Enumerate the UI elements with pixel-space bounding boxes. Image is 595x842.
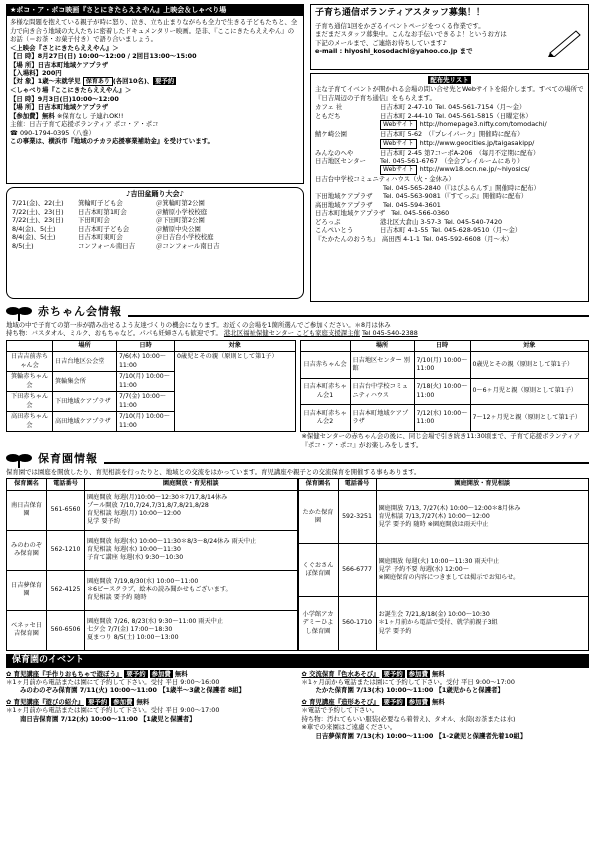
hoiku-tel: 592-3251	[338, 490, 376, 543]
event-title: ✿ 育児講座『手作りおもちゃで遊ぼう』	[6, 670, 122, 678]
hoiku-line: 育児相談 7/13,7/27(木) 10:00～12:00	[378, 512, 490, 520]
akachan-place: 日吉台中学校コミュニティハウス	[350, 378, 414, 405]
hoiku-name: 南日吉保育園	[7, 490, 47, 530]
event-fee: 無料	[174, 669, 188, 678]
hoiku-name: みのわのぞみ保育園	[7, 530, 47, 570]
hoiku-line: 園庭開放 7/26, 8/23(水) 9:30～11:00 雨天中止	[87, 617, 224, 625]
hoiku-line: 園庭開放 7/13, 7/27(木) 10:00～12:00＊8月休み	[378, 504, 521, 512]
hoiku-name: ベネッセ日吉保育園	[7, 610, 47, 650]
akachan-th-name2	[300, 340, 350, 351]
distribution-row	[315, 103, 584, 111]
bonodori-date: 7/22(土)、23(日)	[12, 207, 64, 216]
distribution-box	[310, 73, 589, 302]
distribution-address: 日吉本町 2-44-10	[380, 111, 433, 120]
akachan-date: 7/10(月) 10:00～11:00	[117, 372, 175, 392]
distribution-name: カフェ 社	[315, 103, 343, 112]
hoiku-line: ※園庭保育の内容につきましては掲示でお知らせ。	[378, 574, 520, 582]
distribution-row	[315, 235, 584, 243]
hoiku-line: 子育て講座 毎週(水) 9:30～10:30	[87, 554, 184, 562]
hoiku-line: プール開放 7/10,7/24,7/31,8/7,8/21,8/28	[87, 501, 209, 509]
distribution-address: Webサイト	[380, 120, 417, 130]
akachan-intro2	[6, 329, 589, 337]
akachan-place: 高田地域ケアプラザ	[53, 412, 117, 432]
table-row	[7, 610, 298, 650]
movie-note: この事業は、横浜市『地域のチカラ応援事業補助金』を受けています。	[10, 137, 214, 146]
event-fee: 無料	[431, 697, 445, 706]
distribution-title: 配布先リスト	[430, 76, 469, 84]
bonodori-row	[12, 233, 298, 241]
hoiku-tel: 562-1210	[47, 530, 85, 570]
akachan-th-target: 対象	[175, 340, 296, 351]
hoiku-title: 保育園情報	[38, 452, 98, 466]
hoiku-tel: 562-4125	[47, 570, 85, 610]
distribution-address: Webサイト	[380, 165, 417, 175]
distribution-contact: Tel. 045-565-2840（『はぴふらんす』開催時に配布）	[383, 183, 540, 192]
akachan-name: 日吉本町赤ちゃん会2	[300, 405, 350, 432]
distribution-row	[315, 130, 584, 138]
hoiku-tel: 560-1710	[338, 597, 376, 650]
akachan-place: 日吉地区センター 別館	[350, 352, 414, 379]
distribution-address: 日吉本町 5-62	[380, 130, 423, 139]
event-heading	[302, 670, 590, 678]
hoiku-th-content2: 園庭開放・育児相談	[376, 479, 589, 490]
event-column-right	[302, 670, 590, 744]
movie-sub1: ＜上映会『さとにきたらええやん』＞	[10, 43, 119, 52]
event-tag: 参加費	[113, 697, 133, 706]
bonodori-row	[12, 208, 298, 216]
distribution-contact: Tel. 045-561-7154（月～金）	[435, 103, 526, 112]
distribution-address: 港北区大倉山 3-57-3	[380, 217, 442, 226]
table-row	[298, 543, 589, 596]
akachan-name: 日吉吉前赤ちゃん会	[7, 352, 53, 372]
event-tag: 要予約	[383, 669, 403, 678]
bonodori-row	[12, 225, 298, 233]
distribution-name: みんなのへや	[315, 148, 354, 157]
akachan-intro1: 地域の中で子育ての第一歩が踏み出せるよう友達づくりの機会になります。お近くの会場を1箇所選んでご参加ください。＊8月は休み	[6, 321, 391, 329]
akachan-target: 0～6ヶ月児と親（原則として第1子）	[470, 378, 589, 405]
hoiku-th-tel: 電話番号	[47, 479, 85, 490]
hoiku-line: 見学 要予約 随時 ※園庭開放は雨天中止	[378, 520, 489, 528]
movie-tel: ☎ 090-1794-0395（八巻）	[10, 128, 95, 137]
sprout-icon	[6, 452, 32, 468]
bonodori-place: ＠鯖原中央公園	[156, 224, 201, 233]
event-target: 【1-2歳児と保護者先着10組】	[435, 731, 527, 740]
movie-fee2	[10, 112, 300, 120]
akachan-title: 赤ちゃん会情報	[38, 305, 122, 319]
event-note: ＊電話で予約して下さい。	[301, 706, 379, 715]
movie-fee2b: ※保育なし 子連れOK!!	[56, 111, 124, 120]
distribution-row	[315, 209, 584, 217]
right-column	[310, 4, 589, 302]
hoiku-content	[85, 490, 298, 530]
event-tag: 要予約	[126, 669, 146, 678]
table-row	[300, 405, 589, 432]
bonodori-place: ＠鯖原小学校校庭	[156, 207, 208, 216]
akachan-table-right	[300, 340, 590, 432]
bonodori-host: 下田町町会	[78, 216, 110, 225]
hoiku-line: ＊6ピースクラブ、絵本の読み聞かせもございます。	[87, 586, 232, 594]
event-note: ＊1ヶ月前から電話または園にて予約して下さい。受付 平日 9:00～17:00	[301, 677, 515, 686]
event-date: みのわのぞみ保育園 7/11(火) 10:00～11:00	[20, 686, 157, 695]
hoiku-line: 園庭開放 毎週(火) 10:00～11:30 雨天中止	[378, 557, 500, 565]
event-tag: 要予約	[383, 697, 403, 706]
hoiku-th-name: 保育園名	[7, 479, 47, 490]
distribution-row	[315, 226, 584, 234]
distribution-contact: Tel. 045-563-9081（『すてっぷ』開催時に配布）	[383, 192, 528, 201]
hoiku-content	[376, 490, 589, 543]
event-tag: 参加費	[151, 669, 171, 678]
pencil-icon	[546, 27, 582, 57]
event-title: ✿ 育児講座『遊びの紹介』	[6, 698, 84, 706]
hoiku-header	[6, 451, 589, 468]
bonodori-host: 日吉本町東町会	[78, 233, 123, 242]
akachan-place: 日吉台地区公会堂	[53, 352, 117, 372]
hoiku-tables	[6, 478, 589, 650]
akachan-date: 7/6(木) 10:00～11:00	[117, 352, 175, 372]
hoiku-th-tel2: 電話番号	[338, 479, 376, 490]
event-item	[6, 698, 294, 723]
table-row	[7, 490, 298, 530]
event-date: たかた保育園 7/13(木) 10:00～11:00	[315, 686, 434, 695]
bonodori-row	[12, 216, 298, 224]
bonodori-place: ＠コンフォール南日吉	[156, 241, 220, 250]
hoiku-line: 園庭開放 7/19,8/30(水) 10:00～11:00	[87, 577, 199, 585]
distribution-contact: Tel. 045-594-3601	[383, 200, 441, 209]
event-heading	[6, 670, 294, 678]
distribution-row	[315, 201, 584, 209]
distribution-row	[315, 120, 584, 130]
movie-sub2: ＜しゃべり場『ここにきたらええやん』＞	[10, 86, 132, 95]
akachan-header	[6, 304, 589, 321]
akachan-tel: Tel 045-540-2388	[361, 329, 418, 338]
distribution-contact: Tel. 045-540-7420	[444, 217, 503, 226]
distribution-name: 日吉地区センター	[315, 156, 366, 165]
distribution-row	[315, 165, 584, 175]
akachan-date: 7/10(月) 10:00～11:00	[414, 352, 470, 379]
akachan-organizer: 港北区福祉保健センター こども家庭支援課主催	[223, 329, 360, 338]
hoiku-content	[376, 597, 589, 650]
hoiku-content	[85, 570, 298, 610]
movie-intro: 多様な問題を抱えている親子が時に怒り、泣き、立ち止まりながらも全力で生きる子どもたちと、全力で向き合う地域の大人たちに密着したドキュメンタリー映画。是非、『ここにきたらええやん』のお話（＝お茶・お菓子付き）で語り合いましょう。	[10, 18, 298, 44]
event-date: 南日吉保育園 7/12(水) 10:00～11:00	[20, 714, 138, 723]
table-row	[7, 530, 298, 570]
hoiku-line: 見学 予約不要 毎週(水) 12:00～	[378, 566, 469, 574]
event-note: ＊1ヶ月前から電話または園にて予約して下さい。受付 平日 9:00～16:00	[6, 677, 220, 686]
distribution-contact: （全会プレイルームにあり）	[440, 156, 524, 165]
hoiku-tel: 566-6777	[338, 543, 376, 596]
distribution-row	[315, 192, 584, 200]
distribution-row	[315, 139, 584, 149]
distribution-contact: http://www.geocities.jp/taigasakipp/	[419, 138, 535, 147]
hoiku-content	[376, 543, 589, 596]
event-when	[302, 732, 590, 740]
movie-target1b: (各回10名)、	[112, 77, 154, 86]
movie-fee1: 【入場料】200円	[10, 68, 62, 77]
volunteer-email[interactable]: e-mail : hiyoshi_kosodachi@yahoo.co.jp まで	[315, 47, 473, 56]
hoiku-table-left	[6, 478, 298, 650]
distribution-contact: Tel. 045-592-6608（月～木）	[422, 234, 513, 243]
akachan-name: 日吉赤ちゃん会	[300, 352, 350, 379]
hoiku-line: 夏まつり 8/5(土) 10:00～13:00	[87, 634, 179, 642]
distribution-intro: 主な子育てイベントが開かれる会場の問い合せ先とWebサイトを紹介します。すべての場所で『日吉周辺の子育ち通信』をもらえます。	[315, 85, 584, 102]
distribution-address: 高田西 4-1-1	[381, 234, 420, 243]
bonodori-row	[12, 242, 298, 250]
hoiku-table-right	[298, 478, 590, 650]
distribution-row	[315, 157, 584, 165]
event-title: 保育園のイベント	[12, 654, 85, 665]
akachan-intro2-text: 持ち物：バスタオル、ミルク、おもちゃなど。パパも妊婦さんも歓迎です。	[6, 329, 222, 338]
hoiku-line: お誕生会 7/21,8/18(金) 10:00～10:30	[378, 611, 490, 619]
movie-date1: 【日 時】8月27日(日) 10:00～12:00 / 2回目13:00～15:00	[10, 52, 197, 61]
distribution-contact: http://homepage3.nifty.com/tomodachi/	[419, 120, 547, 129]
akachan-name: 下田赤ちゃん会	[7, 392, 53, 412]
hoiku-name: くぐおさんぽ保育園	[298, 543, 338, 596]
akachan-date: 7/7(金) 10:00～11:00	[117, 392, 175, 412]
left-column	[6, 4, 304, 302]
bonodori-box	[6, 187, 304, 299]
distribution-address: 日吉本町 4-1-55	[380, 226, 429, 235]
bonodori-place: ＠日吉台小学校校庭	[156, 233, 214, 242]
hoiku-line: ＊1ヶ月前から電話で受付、就学前親子3組	[378, 619, 498, 627]
event-tag: 要予約	[88, 697, 108, 706]
event-when	[6, 715, 294, 723]
distribution-name: 日吉本町地域ケアプラザ	[315, 209, 386, 218]
bonodori-date: 7/21(金)、22(土)	[12, 199, 64, 208]
distribution-contact: （毎月不定期に配布）	[475, 148, 540, 157]
akachan-table-left	[6, 340, 296, 432]
volunteer-line2: まだまだスタッフ募集中。こんなお手伝いできるよ！というお方は	[315, 30, 507, 39]
akachan-th-date2: 日時	[414, 340, 470, 351]
distribution-address: 日吉本町 2-45 第7コーポA-206	[380, 148, 473, 157]
movie-org: 主催：日吉子育て応援ボランティア ポコ・ア・ポコ	[10, 120, 159, 129]
distribution-name: どろっぷ	[315, 217, 341, 226]
distribution-contact: Tel. 045-628-9510（月～金）	[431, 226, 522, 235]
distribution-contact: http://www18.ocn.ne.jp/~hiyosics/	[419, 165, 530, 174]
event-item	[302, 698, 590, 740]
akachan-th-target2: 対象	[470, 340, 589, 351]
distribution-address: 日吉本町 2-47-10	[380, 103, 433, 112]
hoiku-line: 園庭開放 毎週(月)10:00～12:30＊7/17,8/14休み	[87, 493, 228, 501]
event-tag: 参加費	[408, 669, 428, 678]
yoyaku-badge: 要予約	[155, 77, 175, 86]
bonodori-title: ♪吉田盆踊り大会♪	[126, 190, 184, 198]
event-fee: 無料	[431, 669, 445, 678]
distribution-name: 高田地域ケアプラザ	[315, 200, 373, 209]
volunteer-box	[310, 4, 589, 70]
hoiku-line: 七夕会 7/7(金) 17:00～18:30	[87, 626, 173, 634]
distribution-row	[315, 149, 584, 157]
event-fee: 無料	[136, 697, 150, 706]
volunteer-line1: 子育ち通信1回をかざるイベントページをつくる作業です。	[315, 21, 485, 30]
event-date: 日吉夢保育園 7/13(木) 10:00～11:00	[315, 731, 434, 740]
bonodori-date: 8/5(土)	[12, 241, 34, 250]
distribution-contact: Tel. 045-566-0360	[391, 209, 450, 218]
distribution-name: 日吉台中学校コミュニティハウス（火・金休み）	[315, 175, 455, 184]
akachan-date: 7/12(水) 10:00～11:00	[414, 405, 470, 432]
akachan-place: 日吉本町地域ケアプラザ	[350, 405, 414, 432]
hoiku-name: 日吉夢保育園	[7, 570, 47, 610]
hoiku-line: 見学 要予約	[378, 627, 412, 635]
distribution-contact: （『プレイパーク』開催時に配布）	[425, 130, 524, 139]
distribution-row	[315, 218, 584, 226]
section-rule	[104, 462, 589, 464]
event-column-left	[6, 670, 294, 744]
akachan-target: 0歳児とその親（原則として第1子）	[470, 352, 589, 379]
table-row	[298, 597, 589, 650]
distribution-name	[315, 120, 377, 130]
hoiku-line: 育児相談 毎週(月) 10:00～12:00	[87, 510, 181, 518]
event-when	[6, 686, 294, 694]
sprout-icon	[6, 305, 32, 321]
movie-box	[6, 4, 304, 184]
movie-title: ★ポコ・ア・ポコ映画『さとにきたらええやん』上映会＆しゃべり場	[7, 5, 303, 16]
distribution-name: 鯖ケ崎公園	[315, 130, 347, 139]
volunteer-line3: 下記のメールまで、ご連絡お待ちしています♪	[315, 38, 447, 47]
hoiku-name: 小学館アカデミーひよし保育園	[298, 597, 338, 650]
table-row	[7, 570, 298, 610]
bonodori-date: 7/22(土)、23(日)	[12, 216, 64, 225]
event-item	[302, 670, 590, 695]
movie-place1: 【場 所】日吉本町地域ケアプラザ	[10, 60, 109, 69]
section-rule	[128, 315, 589, 317]
akachan-th-name	[7, 340, 53, 351]
akachan-target: 0歳児とその親（原則として第1子）	[175, 352, 296, 432]
distribution-name: こんぺいとう	[315, 226, 354, 235]
bonodori-date: 8/4(金)、5(土)	[12, 233, 56, 242]
bonodori-host: 箕輪町子ども会	[78, 199, 123, 208]
event-target: 【1歳半～3歳と保護者 8組】	[159, 686, 246, 695]
table-row	[300, 352, 589, 379]
akachan-place: 下田地域ケアプラザ	[53, 392, 117, 412]
hoiku-line: 育児相談 毎週(水) 10:00～11:30	[87, 546, 181, 554]
hoiku-tel: 560-6506	[47, 610, 85, 650]
table-row	[300, 378, 589, 405]
akachan-th-place: 場所	[53, 340, 117, 351]
event-tag: 参加費	[408, 697, 428, 706]
event-title: ✿ 交流保育『色水あそび』	[302, 670, 380, 678]
bonodori-list	[12, 199, 298, 250]
hoiku-line: 園庭開放 毎週(水) 10:00～11:30＊8/3～8/24休み 雨天中止	[87, 537, 257, 545]
akachan-tables	[6, 340, 589, 432]
movie-date2: 【日 時】9月3日(日)10:00～12:00	[10, 94, 119, 103]
distribution-name: 下田地域ケアプラザ	[315, 192, 373, 201]
distribution-row	[315, 184, 584, 192]
distribution-list	[315, 103, 584, 243]
akachan-place: 箕輪集会所	[53, 372, 117, 392]
hoiku-name: たかた保育園	[298, 490, 338, 543]
distribution-address: Tel. 045-561-6767	[380, 156, 438, 165]
akachan-target: 7～12ヶ月児と親（原則として第1子）	[470, 405, 589, 432]
hoiku-th-name2: 保育園名	[298, 479, 338, 490]
hoiku-content	[85, 530, 298, 570]
event-note: ※車での来園はご遠慮ください。	[301, 723, 397, 732]
distribution-address: Webサイト	[380, 139, 417, 149]
table-row	[7, 352, 296, 372]
event-note: ＊1ヶ月前から電話または園にて予約して下さい。受付 平日 9:00～17:00	[6, 706, 220, 715]
hoiku-line: 育児相談 要予約 随時	[87, 594, 147, 602]
akachan-th-place2: 場所	[350, 340, 414, 351]
event-note: 持ち物：汚れてもいい服装(必要なら着替え)、タオル、水筒(お茶または水)	[301, 714, 516, 723]
bonodori-host: 日吉本町子ども会	[78, 224, 130, 233]
event-item	[6, 670, 294, 695]
distribution-name	[315, 184, 377, 192]
movie-place2: 【場 所】日吉本町地域ケアプラザ	[10, 103, 109, 112]
event-grid	[6, 670, 589, 744]
akachan-th-date: 日時	[117, 340, 175, 351]
event-header	[6, 654, 589, 668]
hoiku-intro: 保育園では園庭を開放したり、育児相談を行ったりと、地域との交流をはかっています。育児講座や親子との交流保育を開催する事もあります。	[6, 468, 421, 476]
top-section	[6, 4, 589, 302]
event-target: 【1歳児からと保護者】	[435, 686, 504, 695]
bonodori-host: 日吉本町第1町会	[78, 207, 127, 216]
distribution-name: 『たかたんのおうち』	[315, 234, 379, 243]
akachan-name: 箕輪赤ちゃん会	[7, 372, 53, 392]
hoiku-content	[85, 610, 298, 650]
akachan-note: ※保健センターの赤ちゃん会の後に、同じ会場で引き続き11:30頃まで、子育て応援ボランティア『ポコ・ア・ポコ』がお楽しみをします。	[301, 432, 580, 449]
bonodori-host: コンフォール南日吉	[78, 241, 136, 250]
distribution-name: ともだち	[315, 111, 341, 120]
hoiku-tel: 561-6560	[47, 490, 85, 530]
distribution-contact: Tel. 045-561-5815（日曜定休）	[435, 111, 532, 120]
hoiku-badge: 保育あり	[83, 77, 113, 86]
event-when	[302, 686, 590, 694]
bonodori-date: 8/4(金)、5(土)	[12, 224, 56, 233]
event-target: 【1歳児と保護者】	[140, 714, 196, 723]
akachan-date: 7/18(火) 10:00～11:00	[414, 378, 470, 405]
hoiku-th-content: 園庭開放・育児相談	[85, 479, 298, 490]
movie-fee2-text: 【参加費】無料	[10, 111, 55, 120]
distribution-row	[315, 112, 584, 120]
volunteer-title: 子育ち通信ボランティアスタッフ募集！！	[315, 8, 485, 18]
hoiku-line: 見学 要予約	[87, 518, 120, 526]
distribution-name	[315, 165, 377, 175]
movie-target1	[10, 77, 300, 86]
bonodori-row	[12, 199, 298, 207]
akachan-name: 高田赤ちゃん会	[7, 412, 53, 432]
distribution-name	[315, 139, 377, 149]
movie-target1-text: 【対 象】1歳～未就学児	[10, 77, 81, 86]
akachan-date: 7/10(月) 10:00～11:00	[117, 412, 175, 432]
distribution-row	[315, 175, 584, 183]
bonodori-place: ＠下田町第2公園	[156, 216, 205, 225]
event-title: ✿ 育児講座『造形あそび』	[302, 698, 380, 706]
bonodori-place: ＠箕輪町第2公園	[156, 199, 205, 208]
table-row	[298, 490, 589, 543]
akachan-name: 日吉本町赤ちゃん会1	[300, 378, 350, 405]
